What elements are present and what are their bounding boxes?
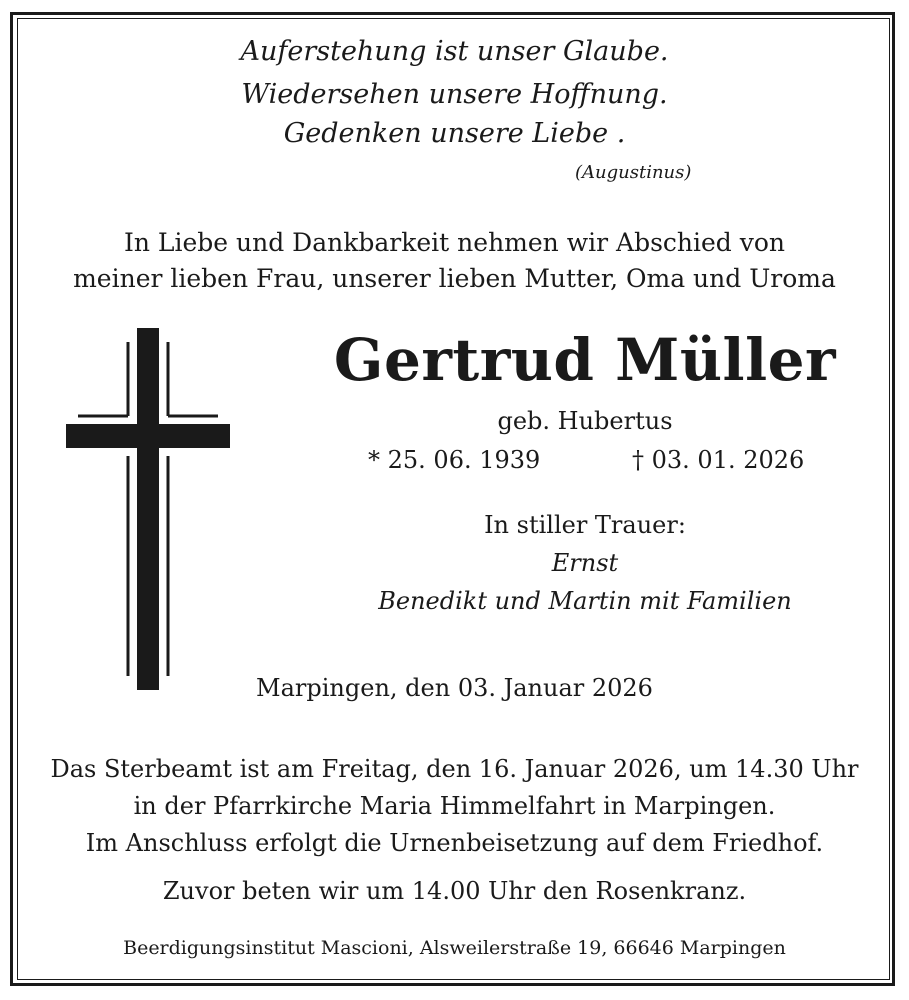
- quote-line-2: Wiedersehen unsere Hoffnung.: [241, 79, 668, 110]
- service-line-2: in der Pfarrkirche Maria Himmelfahrt in Marpingen.: [133, 792, 776, 820]
- service-line-3: Im Anschluss erfolgt die Urnenbeisetzung auf dem Friedhof.: [85, 829, 824, 857]
- cross-icon: [60, 326, 232, 692]
- service-line-1: Das Sterbeamt ist am Freitag, den 16. Januar 2026, um 14.30 Uhr: [50, 755, 859, 783]
- mourner-name-1: Ernst: [551, 549, 619, 577]
- intro-line-1: In Liebe und Dankbarkeit nehmen wir Abschied von: [123, 228, 786, 257]
- mourner-name-2: Benedikt und Martin mit Familien: [378, 587, 792, 615]
- quote-line-1: Auferstehung ist unser Glaube.: [240, 36, 669, 67]
- rosary-line: Zuvor beten wir um 14.00 Uhr den Rosenkranz.: [162, 877, 747, 905]
- funeral-home-address: Beerdigungsinstitut Mascioni, Alsweilerstraße 19, 66646 Marpingen: [123, 937, 786, 959]
- quote-source: (Augustinus): [575, 162, 692, 183]
- birth-name: geb. Hubertus: [497, 407, 673, 435]
- quote-line-3: Gedenken unsere Liebe .: [283, 118, 626, 149]
- mourners-heading: In stiller Trauer:: [484, 511, 686, 539]
- death-date: † 03. 01. 2026: [632, 446, 805, 474]
- place-date: Marpingen, den 03. Januar 2026: [256, 674, 653, 702]
- intro-line-2: meiner lieben Frau, unserer lieben Mutter, Oma und Uroma: [73, 264, 836, 293]
- deceased-name: Gertrud Müller: [333, 326, 837, 394]
- birth-date: * 25. 06. 1939: [368, 446, 541, 474]
